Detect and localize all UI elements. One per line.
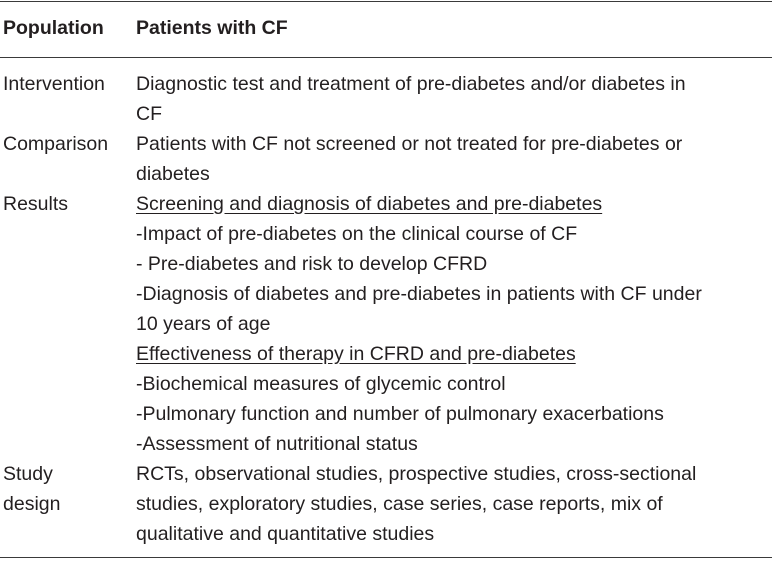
row-label-comparison: Comparison [3,133,109,155]
study-design-line-1: RCTs, observational studies, prospective studies, cross-sectional [136,463,697,485]
intervention-line-2: CF [136,103,162,125]
header-patients: Patients with CF [136,17,288,39]
results-line-2: -Impact of pre-diabetes on the clinical course of CF [136,223,578,245]
comparison-line-2: diabetes [136,163,210,185]
comparison-line-1: Patients with CF not screened or not treated for pre-diabetes or [136,133,683,155]
results-line-7: -Biochemical measures of glycemic control [136,373,506,395]
results-heading-screening: Screening and diagnosis of diabetes and pre-diabetes [136,193,603,215]
results-line-4: -Diagnosis of diabetes and pre-diabetes in patients with CF under [136,283,702,305]
results-line-8: -Pulmonary function and number of pulmonary exacerbations [136,403,664,425]
row-label-study: Study [3,463,53,485]
study-design-line-2: studies, exploratory studies, case series, case reports, mix of [136,493,663,515]
bottom-rule [0,557,772,558]
row-label-design: design [3,493,61,515]
header-population: Population [3,17,104,39]
study-design-line-3: qualitative and quantitative studies [136,523,435,545]
intervention-line-1: Diagnostic test and treatment of pre-diabetes and/or diabetes in [136,73,686,95]
top-rule [0,1,772,2]
header-rule [0,57,772,58]
results-line-3: - Pre-diabetes and risk to develop CFRD [136,253,488,275]
results-line-9: -Assessment of nutritional status [136,433,418,455]
results-heading-effectiveness: Effectiveness of therapy in CFRD and pre-diabetes [136,343,576,365]
row-label-results: Results [3,193,69,215]
row-label-intervention: Intervention [3,73,105,95]
results-line-5: 10 years of age [136,313,271,335]
